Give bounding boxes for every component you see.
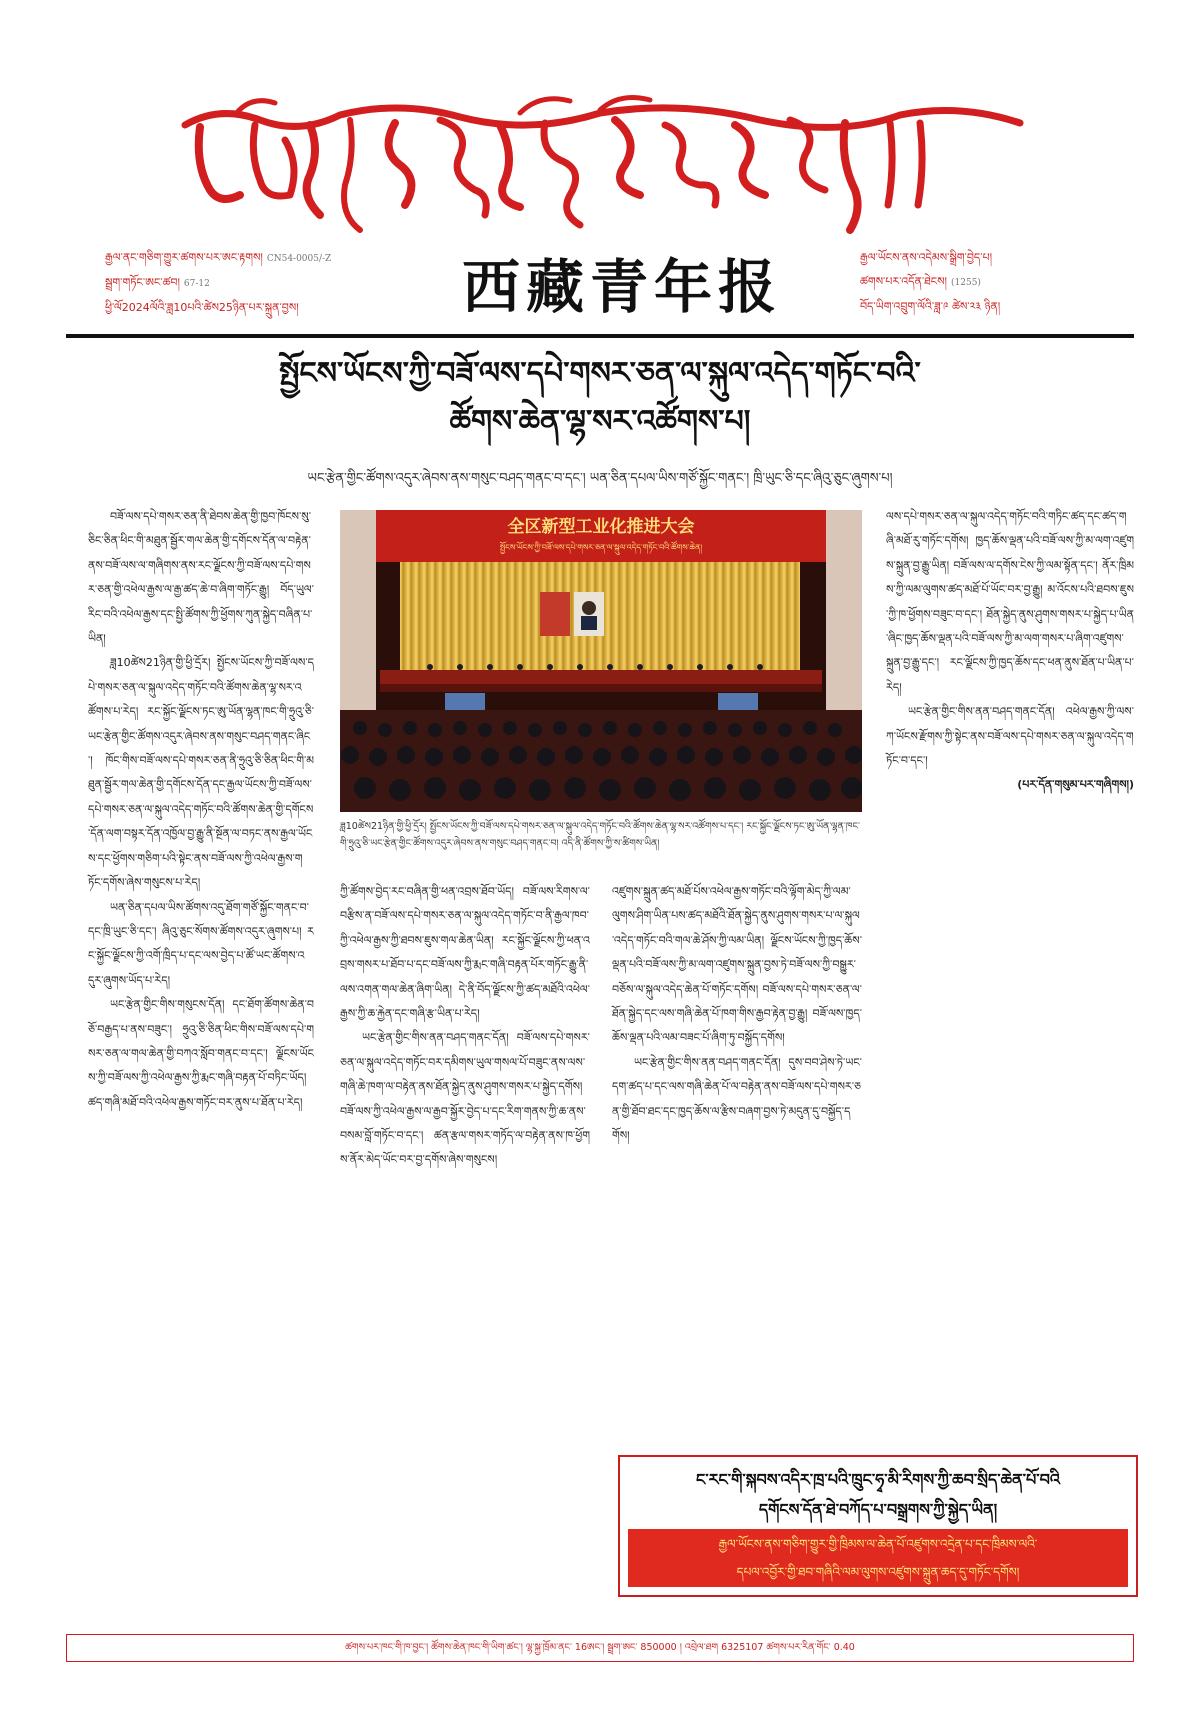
photo-caption: ཟླ10ཚེས21ཉིན་གྱི་ཕྱི་དྲོར། སྤྱོངས་ཡོངས་ཀྱི་བཟོ་ལས་དཔེ་གསར་ཅན་ལ་སྐུལ་འདེད་གཏོང་བའི་ཚོགས་ཆེན་ལྷ་སར་འཚོགས་པ་དང་། རང་སྐྱོང་ལྗོངས་ཏང་ཨུ་ཡོན་ལྷན་ཁང་གི་ཧྲུའུ་ཅི་ཡང་རྩེན་གྱིང་ཚོགས་འདུར་ཞེབས་ནས་གསུང་བཤད་གནང་བ། འདི་ནི་ཚོགས་ཀྱི་ས་ཚིགས་ཡིན། [340, 821, 861, 849]
tibetan-date: བོད་ཡིག་འབྲུག་ལོའི་ཟླ་༩ ཚེས་༢༣ ཉིན། [860, 300, 1001, 313]
registration-label: རྒྱལ་ནང་གཅིག་གྱུར་ཚགས་པར་ཨང་རྟགས། [105, 251, 263, 264]
masthead-rule [66, 334, 1134, 338]
headline-line-1: སྤྱོངས་ཡོངས་ཀྱི་བཟོ་ལས་དཔེ་གསར་ཅན་ལ་སྐུལ་འདེད་གཏོང་བའི་ [279, 356, 921, 391]
calligraphy-logo [0, 95, 1200, 240]
postal-label: སྦྲག་གཏོང་ཨང་ཚབ། [105, 276, 180, 289]
slogan-title-2: དགོངས་དོན་ཐེ་བཀོད་པ་བསྒྲགས་ཀྱི་སྐྱེད་ཡིན། [758, 1500, 998, 1519]
banner-tibetan: སྤྱོངས་ཡོངས་ཀྱི་བཟོ་ལས་དཔེ་གསར་ཅན་ལ་སྐུལ་འདེད་གཏོང་བའི་ཚོགས་ཆེན། [499, 543, 703, 552]
main-headline [66, 350, 1134, 446]
chinese-title: 西藏青年报 [461, 253, 782, 321]
subheadline: ཡང་རྩེན་གྱིང་ཚོགས་འདུར་ཞེབས་ནས་གསུང་བཤད་གནང་བ་དང་། ཡན་ཅིན་དཔལ་ཡིས་གཙོ་སྐྱོང་གནང་། ཁྲི་ཡུང་ཅི་དང་ཞིའུ་ཅུང་ཞུགས་པ། [307, 471, 893, 486]
slogan-box [618, 1455, 1138, 1597]
banner-chinese: 全区新型工业化推进大会 [507, 517, 695, 537]
continued-note: (པར་དོན་གསུམ་པར་གཞིགས།) [1017, 778, 1134, 792]
postal-code: 67-12 [183, 279, 210, 289]
distribution-label: རྒྱལ་ཡོངས་ནས་འདེམས་སྒྲིག་བྱེད་པ། [860, 251, 993, 264]
slogan-band [628, 1529, 1128, 1587]
conference-photo [340, 510, 862, 812]
issue-date: ཕྱི་ལོ2024ལོའི་ཟླ10པའི་ཚེས25ཉིན་པར་སྐྲུན་བྱས། [105, 301, 299, 314]
portrait-left [540, 592, 570, 636]
issue-number-label: ཚགས་པར་འདོན་ཐེངས། [860, 275, 947, 288]
paragraph: ཡང་རྩེན་གྱིང་གིས་གསུངས་དོན། དང་ཐོག་ཚོགས་ཆེན་བཅོ་བརྒྱད་པ་ནས་བཟུང་། ཧྲུའུ་ཅི་ཅིན་ཕིང་གིས་བཟོ་ལས་དཔེ་གསར་ཅན་ལ་གལ་ཆེན་གྱི་བཀའ་སློབ་གནང་བ་དང་། ལྗོངས་ཡོངས་ཀྱི་བཟོ་ལས་ཀྱི་འཕེལ་རྒྱས་ཀྱི་རྨང་གཞི་བརྟན་པོ་བཏིང་ཡོད། ཚད་གཞི་མཐོ་བའི་འཕེལ་རྒྱས་གཏོང་བར་ནུས་པ་ཐོན་པ་རེད། [88, 998, 314, 1109]
paragraph: ཡང་རྩེན་གྱིང་གིས་ནན་བཤད་གནང་དོན། འཕེལ་རྒྱས་ཀྱི་ལས་ཀ་ཡོངས་རྫོགས་ཀྱི་སྟེང་ནས་བཟོ་ལས་དཔེ་གསར་ཅན་ལ་སྐུལ་འདེད་གཏོང་བ་དང་། [886, 705, 1134, 768]
paragraph: ཡང་རྩེན་གྱིང་གིས་ནན་བཤད་གནང་དོན། བཟོ་ལས་དཔེ་གསར་ཅན་ལ་སྐུལ་འདེད་གཏོང་བར་དམིགས་ཡུལ་གསལ་པོ་བཟུང་ནས་ལས་གཞི་ཆེ་ཁག་ལ་བརྟེན་ནས་ཐོན་སྐྱེད་ནུས་ཤུགས་གསར་པ་སྐྱེད་དགོས། བཟོ་ལས་ཀྱི་འཕེལ་རྒྱས་ལ་རྒྱབ་སྐྱོར་བྱེད་པ་དང་རིག་གནས་ཀྱི་ཆ་ནས་བསམ་བློ་གཏོང་བ་དང་། ཚན་རྩལ་གསར་གཏོད་ལ་བརྟེན་ནས་ཁ་ཕྱོགས་ནོར་མེད་ཡོང་བར་བྱ་དགོས་ཞེས་གསུངས། [340, 1031, 590, 1167]
paragraph: ཡང་རྩེན་གྱིང་གིས་ནན་བཤད་གནང་དོན། དུས་བབ་ཤེས་ཏེ་ཡང་དག་ཚད་པ་དང་ལས་གཞི་ཆེན་པོ་ལ་བརྟེན་ནས་བཟོ་ལས་དཔེ་གསར་ཅན་གྱི་ཐོབ་ཐང་དང་ཁྱད་ཆོས་ལ་རྩིས་བཞག་བྱས་ཏེ་མདུན་དུ་བསྐྱོད་དགོས། [612, 1055, 862, 1143]
publication-info-right [860, 246, 1120, 319]
article-column-2 [340, 880, 590, 1605]
slogan-band-line-2: དཔལ་འབྱོར་གྱི་ཐབ་གཞིའི་ལམ་ལུགས་འཛུགས་སྐྲུན་ཆད་དུ་གཏོང་དགོས། [736, 1565, 1020, 1579]
article-column-3 [612, 880, 862, 1440]
paragraph: ཀྱི་ཚོགས་བྱེད་རང་བཞིན་གྱི་ཕན་འབྲས་ཐོབ་ཡོད། བཟོ་ལས་རིགས་ལ་བརྩིས་ན་བཟོ་ལས་དཔེ་གསར་ཅན་ལ་སྐུལ་འདེད་གཏོང་བ་ནི་རྒྱལ་ཁབ་ཀྱི་འཕེལ་རྒྱས་ཀྱི་ཐབས་ཇུས་གལ་ཆེན་ཡིན། རང་སྐྱོང་ལྗོངས་ཀྱི་ཕན་འབྲས་གསར་པ་ཐོབ་པ་དང་བཟོ་ལས་ཀྱི་རྨང་གཞི་བརྟན་པོར་གཏོང་རྒྱུ་ནི་ལས་འགན་གལ་ཆེན་ཞིག་ཡིན། དེ་ནི་བོད་ལྗོངས་ཀྱི་ཚད་མཐོའི་འཕེལ་རྒྱས་ཀྱི་ཆ་རྐྱེན་དང་གཞི་རྩ་ཡིན་པ་རེད། [340, 885, 590, 1021]
registration-code: CN54-0005/-Z [266, 254, 332, 264]
footer-info: ཚགས་པར་ཁང་གི་ཁ་བྱང་། ཚོགས་ཆེན་ཁང་གི་ཡིག་ཚང་། ལྷ་སྐྱ་ཁྲོམ་ནང་ 16ཨང་། སྦྲག་ཨང་ 850000 ། འབྲེལ་ཐག 6325107 ཚགས་པར་རིན་གོང་ 0.40 [66, 1634, 1134, 1662]
paragraph: ལས་དཔེ་གསར་ཅན་ལ་སྐུལ་འདེད་གཏོང་བའི་གཏིང་ཚད་དང་ཚད་གཞི་མཐོ་རུ་གཏོང་དགོས། ཁྱད་ཆོས་ལྡན་པའི་བཟོ་ལས་ཀྱི་མ་ལག་འཛུགས་སྐྲུན་བྱ་རྒྱུ་ཡིན། བཟོ་ལས་ལ་དགོས་ངེས་ཀྱི་ལམ་སྟོན་དང་། ནོར་ཁྲིམས་ཀྱི་ལམ་ལུགས་ཚད་མཐོ་པོ་ཡོང་བར་བྱ་རྒྱུ། མ་འོངས་པའི་ཐབས་ཇུས་ཀྱི་ཁ་ཕྱོགས་བཟུང་བ་དང་། ཐོན་སྐྱེད་ནུས་ཤུགས་གསར་པ་སྐྱེད་པ་ཡིན་ཞིང་ཁྱད་ཆོས་ལྡན་པའི་བཟོ་ལས་ཀྱི་མ་ལག་གསར་པ་ཞིག་འཛུགས་སྐྲུན་བྱ་རྒྱུ་དང་། རང་ལྗོངས་ཀྱི་ཁྱད་ཆོས་དང་ཕན་ནུས་ཐོན་པ་ཡིན་པ་རེད། [886, 510, 1134, 694]
masthead-calligraphy [0, 95, 1200, 240]
article-column-1 [88, 505, 314, 1605]
paragraph: ཟླ10ཚེས21ཉིན་གྱི་ཕྱི་དྲོར། སྤྱོངས་ཡོངས་ཀྱི་བཟོ་ལས་དཔེ་གསར་ཅན་ལ་སྐུལ་འདེད་གཏོང་བའི་ཚོགས་ཆེན་ལྷ་སར་འཚོགས་པ་རེད། རང་སྐྱོང་ལྗོངས་ཏང་ཨུ་ཡོན་ལྷན་ཁང་གི་ཧྲུའུ་ཅི་ཡང་རྩེན་གྱིང་ཚོགས་འདུར་ཞེབས་ནས་གསུང་བཤད་གནང་ཞིང་། ཁོང་གིས་བཟོ་ལས་དཔེ་གསར་ཅན་ནི་ཧྲུའུ་ཅི་ཅིན་ཕིང་གི་མཐུན་སྦྱོར་གལ་ཆེན་གྱི་དགོངས་དོན་དང་རྒྱལ་ཡོངས་ཀྱི་བཟོ་ལས་དཔེ་གསར་ཅན་ལ་སྐུལ་འདེད་གཏོང་བའི་ཚོགས་ཆེན་གྱི་དགོངས་དོན་ལག་བསྟར་དོན་འཁྱོལ་བྱ་རྒྱུ་ནི་སྔོན་ལ་བཏང་ནས་རྒྱལ་ཡོངས་དང་ཕྱོགས་གཅིག་པའི་སྟེང་ནས་བཟོ་ལས་ཀྱི་འཕེལ་རྒྱས་གཏོང་དགོས་ཞེས་གསུངས་པ་རེད། [88, 656, 314, 890]
publication-info-left [105, 246, 435, 320]
slogan-title-1: ང་རང་གི་སྐབས་འདིར་ཁྲ་པའི་ཁྲུང་ཧྭ་མི་རིགས་ཀྱི་ཆབ་སྲིད་ཆེན་པོ་བའི [695, 1470, 1060, 1489]
paragraph: ཡན་ཅིན་དཔལ་ཡིས་ཚོགས་འདུ་ཐོག་གཙོ་སྐྱོང་གནང་བ་དང་ཁྲི་ཡུང་ཅི་དང་། ཞིའུ་ཅུང་སོགས་ཚོགས་འདུར་ཞུགས་པ། རང་སྐྱོང་ལྗོངས་ཀྱི་འགོ་ཁྲིད་པ་དང་ལས་བྱེད་པ་ཚོ་ཡང་ཚོགས་འདུར་ཞུགས་ཡོད་པ་རེད། [88, 900, 314, 987]
headline-line-2: ཚོགས་ཆེན་ལྷ་སར་འཚོགས་པ། [449, 404, 751, 439]
issue-number: (1255) [951, 278, 981, 288]
slogan-band-line-1: རྒྱལ་ཡོངས་ནས་གཅིག་གྱུར་གྱི་ཁྲིམས་ལ་ཆེན་པོ་འཛུགས་འདྲེན་པ་དང་ཁྲིམས་ལའི་ [718, 1537, 1038, 1551]
conference-hall-image [340, 510, 862, 812]
paragraph: འཛུགས་སྐྲུན་ཚད་མཐོ་པོས་འཕེལ་རྒྱས་གཏོང་བའི་ལྟོག་མེད་ཀྱི་ལམ་ལུགས་ཤིག་ཡིན་པས་ཚད་མཐོའི་ཐོན་སྐྱེད་ནུས་ཤུགས་གསར་པ་ལ་སྐུལ་འདེད་གཏོང་བའི་གལ་ཆེ་ཤོས་ཀྱི་ལམ་ཡིན། ལྗོངས་ཡོངས་ཀྱི་ཁྱད་ཆོས་ལྡན་པའི་བཟོ་ལས་ཀྱི་མ་ལག་འཛུགས་སྐྲུན་བྱས་ཏེ་བཟོ་ལས་ཀྱི་བསྒྱུར་བཅོས་ལ་སྐུལ་འདེད་ཆེན་པོ་གཏོང་དགོས། བཟོ་ལས་དཔེ་གསར་ཅན་ལ་ཐོན་སྐྱེད་དང་ལས་གཞི་ཆེན་པོ་ཁག་གིས་རྒྱབ་རྟེན་བྱ་རྒྱུ། བཟོ་ལས་ཁྱད་ཆོས་ལྡན་པའི་ལམ་བཟང་པོ་ཞིག་ཏུ་བསྐྱོད་དགོས། [612, 885, 862, 1045]
article-column-4 [886, 505, 1134, 1440]
paragraph: བཟོ་ལས་དཔེ་གསར་ཅན་ནི་ཐེབས་ཆེན་གྱི་ཁྱབ་ཁོངས་སུ་ཅིང་ཅིན་ཕིང་གི་མཐུན་སྦྱོར་གལ་ཆེན་གྱི་དགོངས་དོན་ལ་བརྟེན་ནས་བཟོ་ལས་ལ་གཞིགས་ནས་རང་ལྗོངས་ཀྱི་བཟོ་ལས་དཔེ་གསར་ཅན་གྱི་འཕེལ་རྒྱས་ལ་རྒྱ་ཚད་ཆེ་བ་ཞིག་གཏོང་རྒྱུ། བོད་ཡུལ་རིང་བའི་འཕེལ་རྒྱས་དང་སྤྱི་ཚོགས་ཀྱི་ཕྱོགས་ཀུན་སྐྱེད་བཞིན་པ་ཡིན། [88, 510, 314, 646]
